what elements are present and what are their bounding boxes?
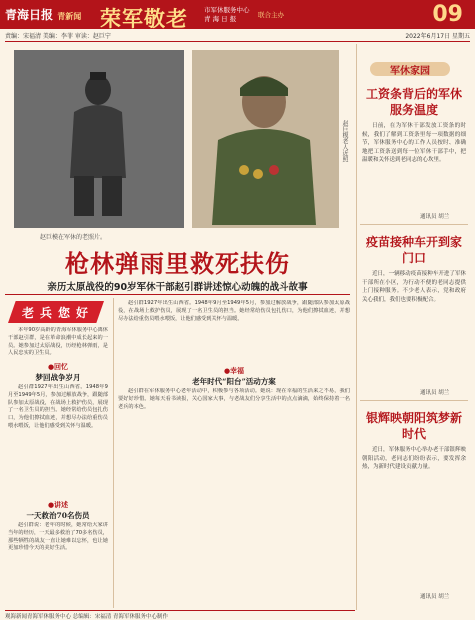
- section-label-2: ●讲述: [47, 501, 69, 509]
- header-rule: [5, 41, 470, 42]
- info-bar: [5, 31, 470, 40]
- sidebar-header: 军休家园: [362, 60, 466, 78]
- sidebar-story-title-2: 疫苗接种车开到家门口: [365, 235, 462, 265]
- old-photo: [14, 50, 184, 228]
- page-number: 09: [432, 2, 463, 27]
- newspaper-logo: 青海日报 青新闻: [5, 8, 82, 22]
- sidebar-story-author-1: 通讯员 胡兰: [420, 214, 450, 220]
- section-subtitle: 市军休服务中心 青 海 日 报: [204, 6, 250, 23]
- column-badge: 老兵您好: [8, 301, 104, 323]
- section-body-3: 赵引群在军休服务中心老年活动中，积极参与各项活动。她说：现在幸福的生活来之不易，我们要好好珍惜。她每天看书读报，关心国家大事，与老战友们分享生活中的点点滴滴，始终保持着一名老兵的本色。: [118, 388, 350, 410]
- section-body-1: 赵引群1927年出生山西省。1948年9月至1949年5月，参加过解放战争，跟随部队参加太原战役，在战场上救护伤员，展现了一名卫生员的担当。她经常给伤员包扎伤口，为他们擦拭血迹，并想尽办法给重伤员喂水喂饭，让他们感受到关怀与温暖。: [8, 384, 108, 429]
- old-photo-caption: 赵巨模在军休的老照片。: [40, 234, 107, 241]
- section-label-3: ●幸福: [223, 367, 245, 375]
- portrait-photo: [192, 50, 339, 228]
- article-intro: 本年90岁高龄的青海军休服务中心离休干部赵引群，是在革命浪潮中成长起来的一员。她参加过太原战役，历经枪林弹雨，是人民忠实的卫生员。: [8, 327, 108, 357]
- article-deck: 亲历太原战役的90岁军休干部赵引群讲述惊心动魄的战斗故事: [47, 282, 308, 293]
- section-heading-2: 一天救治70名伤员: [26, 511, 90, 520]
- section-body-2: 赵引群说：老年的时候，她常给大家讲当年的经历，一天最多救治了70多名伤员，那些牺牲的战友一直让她难以忘怀，也让她更加珍惜今天的美好生活。: [8, 522, 108, 552]
- article-body-continued: 赵引群1927年出生山西省。1948年9月至1949年5月，参加过解放战争，跟随部队参加太原战役，在战场上救护伤员，展现了一名卫生员的担当。她经常给伤员包扎伤口，为他们擦拭血迹，并想尽办法给重伤员喂水喂饭，让他们感受到关怀与温暖。: [118, 300, 350, 322]
- soldier-figure-icon: [60, 68, 136, 218]
- section-title: 荣军敬老: [100, 6, 188, 31]
- sidebar-story-title-1: 工资条背后的军休服务温度: [365, 87, 462, 117]
- section-label-1: ●回忆: [47, 363, 69, 371]
- article-headline: 枪林弹雨里救死扶伤: [65, 249, 290, 278]
- portrait-caption: 赵巨模老人近照: [341, 120, 348, 162]
- veteran-portrait-icon: [204, 60, 324, 225]
- headline-rule: [5, 294, 350, 295]
- sidebar-divider-1: [360, 224, 468, 225]
- sidebar-story-body-1: 日前，在为军休干部发放工资条的时候，我们了解到工资条里每一项数据的细节，军休服务中心的工作人员按时、准确地把工资条送到每一位军休干部手中，把温暖和关怀送到老同志的心坎里。: [362, 123, 466, 163]
- sidebar-story-author-2: 通讯员 胡兰: [420, 390, 450, 396]
- section-heading-1: 梦回战争岁月: [35, 373, 81, 382]
- sidebar-story-title-3: 银辉映朝阳筑梦新时代: [365, 411, 462, 441]
- page-footer: 观海新闻青海军休服务中心 总编辑：宋福清 青海军休服务中心制作: [5, 610, 355, 620]
- sidebar-story-author-3: 通讯员 胡兰: [420, 594, 450, 600]
- sidebar-divider-2: [360, 400, 468, 401]
- sidebar-story-body-3: 近日，军休服务中心举办老干部银辉映朝阳活动，老同志们纷纷表示，要发挥余热，为新时代建设贡献力量。: [362, 447, 466, 470]
- section-heading-3: 老年时代“阳台”活动方案: [192, 377, 276, 386]
- sidebar-story-body-2: 近日，一辆移动疫苗接种车开进了军休干部所在小区，为行动不便的老同志提供上门接种服务。不少老人表示，党和政府关心我们，我们也要积极配合。: [362, 271, 466, 303]
- editor-credits: 责编：宋福清 美编：李菲 审读：赵巨宁: [5, 33, 111, 40]
- issue-date: 2022年6月17日 星期五: [405, 33, 470, 40]
- section-co-host: 联合主办: [258, 11, 284, 19]
- column-divider: [113, 298, 114, 608]
